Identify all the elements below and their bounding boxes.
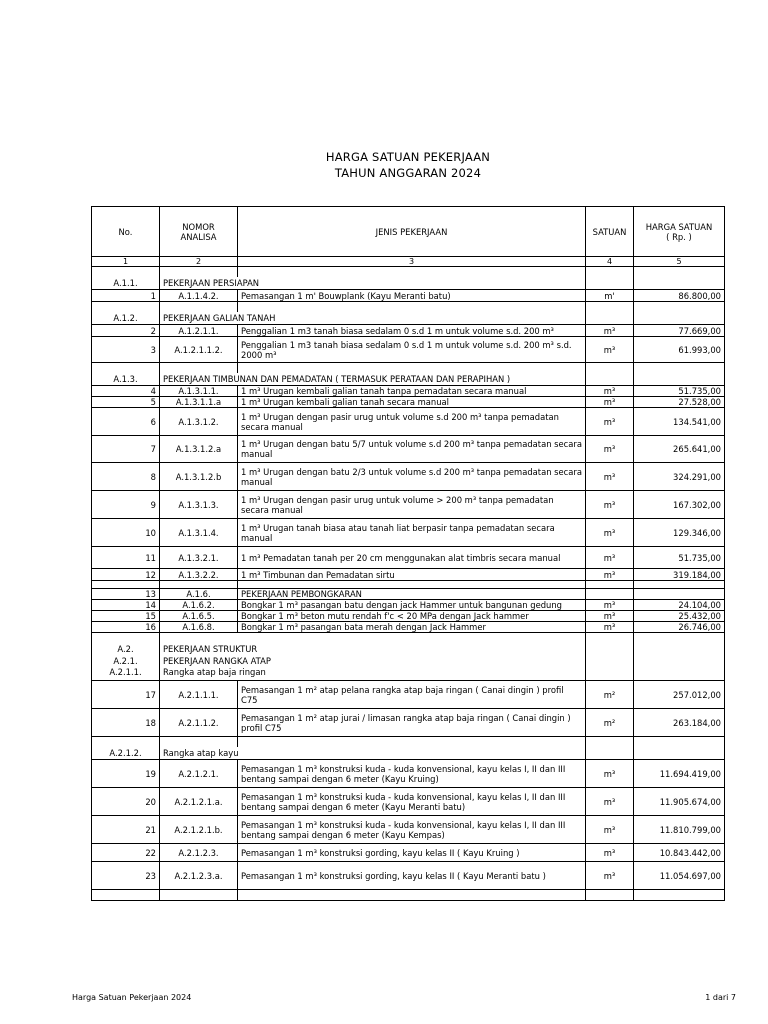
section-row xyxy=(92,277,725,290)
analysis-code: A.1.2.1.1.2. xyxy=(160,337,238,363)
item-number: 12 xyxy=(92,569,160,581)
work-description: 1 m³ Pemadatan tanah per 20 cm menggunakan alat timbris secara manual xyxy=(238,547,586,569)
empty-cell xyxy=(238,890,586,901)
empty-cell xyxy=(634,633,725,681)
work-description: 1 m³ Urugan dengan batu 2/3 untuk volume s.d 200 m³ tanpa pemadatan secara manual xyxy=(238,463,586,491)
item-number: 18 xyxy=(92,709,160,737)
unit: m³ xyxy=(586,788,634,816)
analysis-code: A.1.3.1.2.b xyxy=(160,463,238,491)
empty-cell xyxy=(634,312,725,325)
item-number: 17 xyxy=(92,681,160,709)
unit-price: 11.054.697,00 xyxy=(634,862,725,890)
spacer-row xyxy=(92,267,725,278)
item-number: 4 xyxy=(92,386,160,397)
analysis-code: A.2.1.2.3. xyxy=(160,844,238,862)
work-description: 1 m³ Urugan dengan pasir urug untuk volume s.d 200 m³ tanpa pemadatan secara manual xyxy=(238,408,586,436)
price-table xyxy=(91,206,725,901)
analysis-code: A.1.3.1.3. xyxy=(160,491,238,519)
unit: m³ xyxy=(586,611,634,622)
unit: m³ xyxy=(586,408,634,436)
analysis-code: A.1.6.5. xyxy=(160,611,238,622)
analysis-code: A.2.1.1.1. xyxy=(160,681,238,709)
item-number: 10 xyxy=(92,519,160,547)
unit xyxy=(586,589,634,600)
table-row xyxy=(92,709,725,737)
item-number: 9 xyxy=(92,491,160,519)
header-harga-label: HARGA SATUAN xyxy=(645,221,713,232)
analysis-code: A.1.6.2. xyxy=(160,600,238,611)
unit: m³ xyxy=(586,436,634,463)
empty-cell xyxy=(634,363,725,374)
unit-price: 51.735,00 xyxy=(634,547,725,569)
work-description: Pemasangan 1 m³ konstruksi kuda - kuda konvensional, kayu kelas I, II dan III bentang sampai dengan 6 meter (Kayu Kruing) xyxy=(238,760,586,788)
section-code: A.2.1. xyxy=(113,655,138,666)
empty-cell xyxy=(586,277,634,290)
section-title: Rangka atap kayu xyxy=(160,747,586,760)
work-description: 1 m³ Timbunan dan Pemadatan sirtu xyxy=(238,569,586,581)
unit-price: 77.669,00 xyxy=(634,325,725,337)
analysis-code: A.1.3.2.1. xyxy=(160,547,238,569)
section-code: A.1.2. xyxy=(92,312,160,325)
item-number: 2 xyxy=(92,325,160,337)
empty-cell xyxy=(586,737,634,748)
section-title: PEKERJAAN PERSIAPAN xyxy=(160,277,586,290)
unit-price: 319.184,00 xyxy=(634,569,725,581)
empty-cell xyxy=(238,267,586,278)
table-row xyxy=(92,589,725,600)
unit-price: 27.528,00 xyxy=(634,397,725,408)
empty-cell xyxy=(634,737,725,748)
spacer-row xyxy=(92,737,725,748)
empty-cell xyxy=(634,302,725,313)
empty-cell xyxy=(92,737,160,748)
section-code: A.2.1.2. xyxy=(92,747,160,760)
unit: m³ xyxy=(586,862,634,890)
analysis-code: A.1.3.1.1. xyxy=(160,386,238,397)
work-description: 1 m³ Urugan tanah biasa atau tanah liat berpasir tanpa pemadatan secara manual xyxy=(238,519,586,547)
unit-price: 24.104,00 xyxy=(634,600,725,611)
unit-price xyxy=(634,589,725,600)
unit: m³ xyxy=(586,760,634,788)
item-number: 21 xyxy=(92,816,160,844)
header-harga-unit: ( Rp. ) xyxy=(666,231,692,242)
item-number: 19 xyxy=(92,760,160,788)
unit-price: 26.746,00 xyxy=(634,622,725,633)
empty-cell xyxy=(586,890,634,901)
unit: m² xyxy=(586,709,634,737)
empty-cell xyxy=(92,267,160,278)
item-number: 14 xyxy=(92,600,160,611)
work-description: Bongkar 1 m³ pasangan batu dengan jack Hammer untuk bangunan gedung xyxy=(238,600,586,611)
section-title: PEKERJAAN GALIAN TANAH xyxy=(160,312,586,325)
table-row xyxy=(92,760,725,788)
analysis-code: A.1.3.1.2. xyxy=(160,408,238,436)
unit: m³ xyxy=(586,600,634,611)
work-description: 1 m³ Urugan kembali galian tanah tanpa pemadatan secara manual xyxy=(238,386,586,397)
work-description: Penggalian 1 m3 tanah biasa sedalam 0 s.d 1 m untuk volume s.d. 200 m³ xyxy=(238,325,586,337)
analysis-code: A.2.1.1.2. xyxy=(160,709,238,737)
table-row xyxy=(92,408,725,436)
unit: m² xyxy=(586,681,634,709)
unit: m³ xyxy=(586,622,634,633)
unit-price: 129.346,00 xyxy=(634,519,725,547)
table-row xyxy=(92,463,725,491)
section-row xyxy=(92,747,725,760)
header-no: No. xyxy=(92,207,160,257)
section-title-group xyxy=(160,633,586,681)
table-row xyxy=(92,844,725,862)
section-code: A.1.3. xyxy=(92,373,160,386)
empty-cell xyxy=(634,747,725,760)
work-description: 1 m³ Urugan dengan batu 5/7 untuk volume s.d 200 m³ tanpa pemadatan secara manual xyxy=(238,436,586,463)
unit: m³ xyxy=(586,547,634,569)
empty-cell xyxy=(238,581,586,589)
unit-price: 167.302,00 xyxy=(634,491,725,519)
item-number: 20 xyxy=(92,788,160,816)
table-row xyxy=(92,337,725,363)
table-row xyxy=(92,325,725,337)
item-number: 8 xyxy=(92,463,160,491)
empty-cell xyxy=(160,581,238,589)
analysis-code: A.1.6.8. xyxy=(160,622,238,633)
document-subtitle: TAHUN ANGGARAN 2024 xyxy=(334,166,482,180)
analysis-code: A.1.3.1.4. xyxy=(160,519,238,547)
table-row xyxy=(92,436,725,463)
section-row xyxy=(92,373,725,386)
section-row xyxy=(92,633,725,681)
work-description: Pemasangan 1 m³ konstruksi kuda - kuda konvensional, kayu kelas I, II dan III bentang sampai dengan 6 meter (Kayu Kempas) xyxy=(238,816,586,844)
spacer-row xyxy=(92,581,725,589)
table-row xyxy=(92,600,725,611)
analysis-code: A.1.2.1.1. xyxy=(160,325,238,337)
header-harga-satuan xyxy=(634,207,725,257)
work-description: Penggalian 1 m3 tanah biasa sedalam 0 s.d 1 m untuk volume s.d. 200 m³ s.d. 2000 m³ xyxy=(238,337,586,363)
work-description: Bongkar 1 m³ pasangan bata merah dengan Jack Hammer xyxy=(238,622,586,633)
table-row xyxy=(92,611,725,622)
analysis-code: A.2.1.2.3.a. xyxy=(160,862,238,890)
unit-price: 10.843.442,00 xyxy=(634,844,725,862)
section-title: PEKERJAAN TIMBUNAN DAN PEMADATAN ( TERMASUK PERATAAN DAN PERAPIHAN ) xyxy=(160,373,586,386)
empty-cell xyxy=(634,373,725,386)
header-satuan: SATUAN xyxy=(586,207,634,257)
item-number: 23 xyxy=(92,862,160,890)
document-title: HARGA SATUAN PEKERJAAN xyxy=(325,150,491,164)
work-description: Bongkar 1 m³ beton mutu rendah f'c < 20 MPa dengan Jack hammer xyxy=(238,611,586,622)
work-description: Pemasangan 1 m³ konstruksi gording, kayu kelas II ( Kayu Meranti batu ) xyxy=(238,862,586,890)
column-number: 3 xyxy=(238,257,586,267)
table-row xyxy=(92,491,725,519)
analysis-code: A.1.3.2.2. xyxy=(160,569,238,581)
empty-cell xyxy=(92,302,160,313)
empty-cell xyxy=(586,633,634,681)
work-description: PEKERJAAN PEMBONGKARAN xyxy=(238,589,586,600)
empty-cell xyxy=(586,267,634,278)
section-code: A.1.1. xyxy=(92,277,160,290)
item-number: 5 xyxy=(92,397,160,408)
empty-cell xyxy=(238,302,586,313)
item-number: 7 xyxy=(92,436,160,463)
unit-price: 324.291,00 xyxy=(634,463,725,491)
empty-cell xyxy=(92,581,160,589)
unit-price: 86.800,00 xyxy=(634,290,725,302)
unit: m³ xyxy=(586,816,634,844)
table-row xyxy=(92,622,725,633)
empty-cell xyxy=(160,890,238,901)
table-row xyxy=(92,386,725,397)
unit: m³ xyxy=(586,325,634,337)
table-row xyxy=(92,862,725,890)
table-row xyxy=(92,290,725,302)
analysis-code: A.1.3.1.1.a xyxy=(160,397,238,408)
spacer-row xyxy=(92,302,725,313)
empty-cell xyxy=(586,373,634,386)
analysis-code: A.2.1.2.1. xyxy=(160,760,238,788)
unit: m³ xyxy=(586,569,634,581)
work-description: 1 m³ Urugan kembali galian tanah secara manual xyxy=(238,397,586,408)
empty-cell xyxy=(238,363,586,374)
unit-price: 51.735,00 xyxy=(634,386,725,397)
empty-cell xyxy=(160,363,238,374)
item-number: 13 xyxy=(92,589,160,600)
empty-cell xyxy=(586,302,634,313)
empty-cell xyxy=(92,363,160,374)
spacer-row xyxy=(92,363,725,374)
section-code: A.2.1.1. xyxy=(109,667,142,678)
work-description: Pemasangan 1 m² atap jurai / limasan rangka atap baja ringan ( Canai dingin ) profil C75 xyxy=(238,709,586,737)
footer-page-number: 1 dari 7 xyxy=(705,993,736,1002)
work-description: Pemasangan 1 m³ konstruksi gording, kayu kelas II ( Kayu Kruing ) xyxy=(238,844,586,862)
unit: m' xyxy=(586,290,634,302)
section-row xyxy=(92,312,725,325)
unit-price: 11.810.799,00 xyxy=(634,816,725,844)
item-number: 11 xyxy=(92,547,160,569)
unit: m³ xyxy=(586,491,634,519)
analysis-code: A.2.1.2.1.b. xyxy=(160,816,238,844)
unit: m³ xyxy=(586,386,634,397)
unit: m³ xyxy=(586,397,634,408)
unit: m³ xyxy=(586,463,634,491)
work-description: Pemasangan 1 m³ konstruksi kuda - kuda konvensional, kayu kelas I, II dan III bentang sampai dengan 6 meter (Kayu Meranti batu) xyxy=(238,788,586,816)
work-description: Pemasangan 1 m' Bouwplank (Kayu Meranti batu) xyxy=(238,290,586,302)
table-row xyxy=(92,569,725,581)
section-title: Rangka atap baja ringan xyxy=(163,667,266,678)
section-title: PEKERJAAN RANGKA ATAP xyxy=(163,655,271,666)
empty-cell xyxy=(586,747,634,760)
table-row xyxy=(92,788,725,816)
table-header-row xyxy=(92,207,725,257)
empty-cell xyxy=(634,267,725,278)
column-number: 2 xyxy=(160,257,238,267)
empty-cell xyxy=(586,312,634,325)
table-row xyxy=(92,681,725,709)
analysis-code: A.1.6. xyxy=(160,589,238,600)
section-code-group xyxy=(92,633,160,681)
unit-price: 257.012,00 xyxy=(634,681,725,709)
item-number: 3 xyxy=(92,337,160,363)
unit-price: 265.641,00 xyxy=(634,436,725,463)
table-row xyxy=(92,397,725,408)
empty-cell xyxy=(160,302,238,313)
item-number: 22 xyxy=(92,844,160,862)
empty-cell xyxy=(160,267,238,278)
unit-price: 25.432,00 xyxy=(634,611,725,622)
item-number: 6 xyxy=(92,408,160,436)
table-row xyxy=(92,547,725,569)
unit: m³ xyxy=(586,337,634,363)
unit-price: 61.993,00 xyxy=(634,337,725,363)
unit-price: 263.184,00 xyxy=(634,709,725,737)
unit: m³ xyxy=(586,844,634,862)
table-row xyxy=(92,519,725,547)
empty-cell xyxy=(238,737,586,748)
section-title: PEKERJAAN STRUKTUR xyxy=(163,644,258,655)
footer-left: Harga Satuan Pekerjaan 2024 xyxy=(72,993,192,1002)
empty-cell xyxy=(92,890,160,901)
column-number: 5 xyxy=(634,257,725,267)
header-jenis-pekerjaan: JENIS PEKERJAAN xyxy=(238,207,586,257)
empty-cell xyxy=(634,277,725,290)
work-description: 1 m³ Urugan dengan pasir urug untuk volume > 200 m³ tanpa pemadatan secara manual xyxy=(238,491,586,519)
empty-cell xyxy=(586,363,634,374)
item-number: 15 xyxy=(92,611,160,622)
item-number: 1 xyxy=(92,290,160,302)
section-code: A.2. xyxy=(117,644,134,655)
analysis-code: A.1.1.4.2. xyxy=(160,290,238,302)
analysis-code: A.2.1.2.1.a. xyxy=(160,788,238,816)
table-row xyxy=(92,816,725,844)
empty-cell xyxy=(634,581,725,589)
column-number: 4 xyxy=(586,257,634,267)
empty-cell xyxy=(160,737,238,748)
spacer-row xyxy=(92,890,725,901)
column-number-row xyxy=(92,257,725,267)
unit: m³ xyxy=(586,519,634,547)
empty-cell xyxy=(634,890,725,901)
column-number: 1 xyxy=(92,257,160,267)
analysis-code: A.1.3.1.2.a xyxy=(160,436,238,463)
work-description: Pemasangan 1 m² atap pelana rangka atap baja ringan ( Canai dingin ) profil C75 xyxy=(238,681,586,709)
unit-price: 134.541,00 xyxy=(634,408,725,436)
item-number: 16 xyxy=(92,622,160,633)
unit-price: 11.694.419,00 xyxy=(634,760,725,788)
unit-price: 11.905.674,00 xyxy=(634,788,725,816)
empty-cell xyxy=(586,581,634,589)
header-nomor-analisa: NOMOR ANALISA xyxy=(160,207,238,257)
